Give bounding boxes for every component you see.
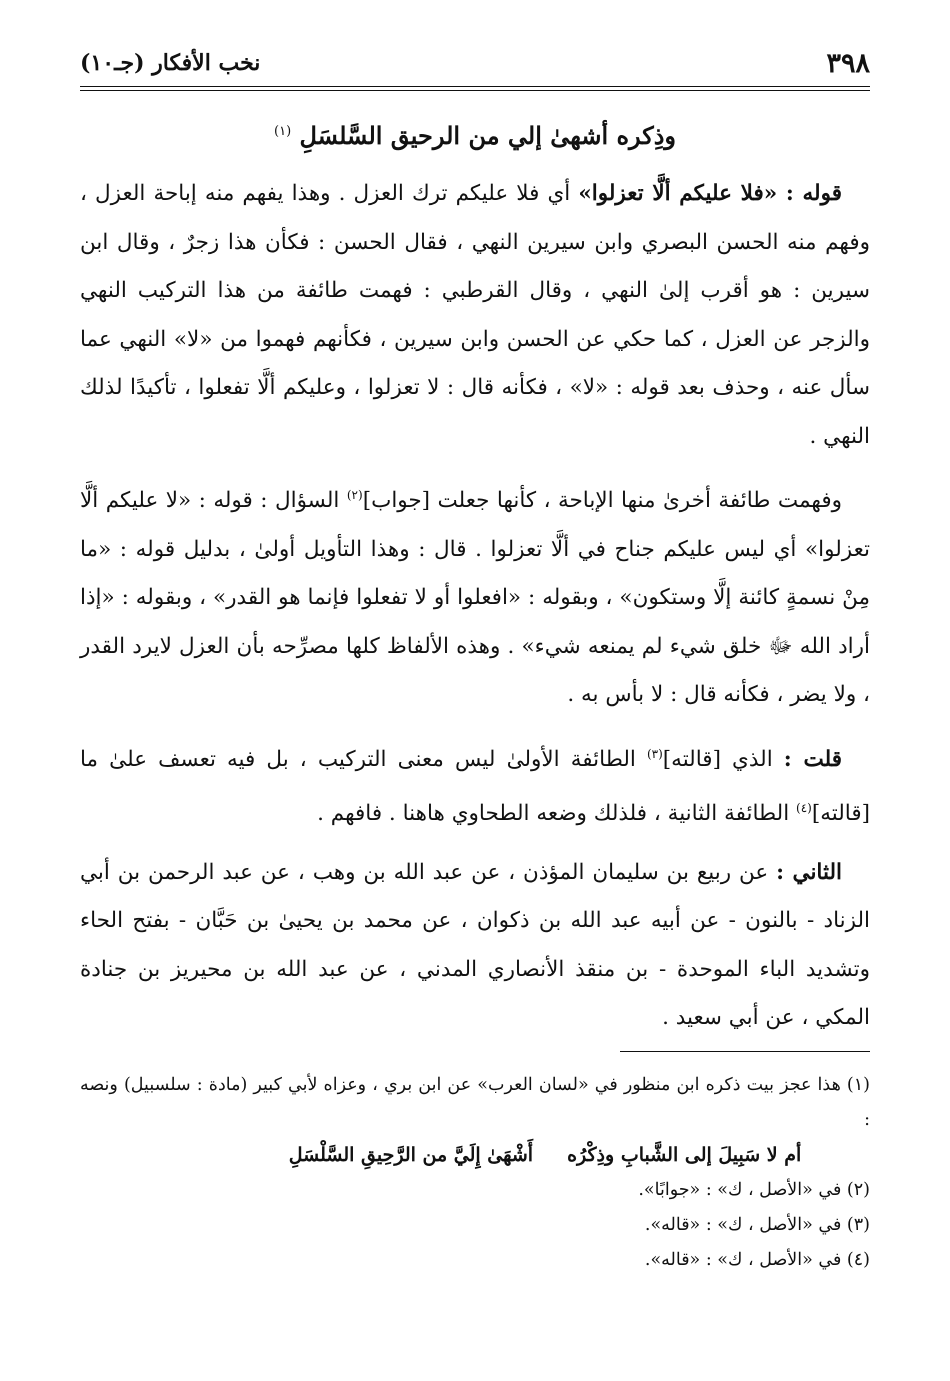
paragraph-4 (80, 849, 870, 1043)
paragraph-4-text: عن ربيع بن سليمان المؤذن ، عن عبد الله بن وهب ، عن عبد الرحمن بن أبي الزناد - بالنون - عن أبيه عبد الله بن ذكوان ، عن محمد بن يحيىٰ بن حَبَّان - بفتح الحاء وتشديد الباء الموحدة - بن منقذ الأنصاري المدني ، عن عبد الله بن محيريز بن جنادة المكي ، عن أبي سعيد . (80, 859, 870, 1031)
verse-first-half: أم لا سَبِيلَ إلى الشَّبابِ وذِكْرُه (567, 1144, 802, 1166)
paragraph-2-part-2: السؤال : قوله : «لا عليكم ألَّا تعزلوا» أي ليس عليكم جناح في ألَّا تعزلوا . قال : وهذا التأويل أولىٰ ، بدليل قوله : «ما مِنْ نسمةٍ كائنة إلَّا وستكون» ، وبقوله : «افعلوا أو لا تفعلوا فإنما هو القدر» ، وبقوله : «إذا أراد الله ﷻ خلق شيء لم يمنعه شيء» . وهذه الألفاظ كلها مصرِّحه بأن العزل لايرد القدر ، ولا يضر ، فكأنه قال : لا بأس به . (80, 488, 870, 708)
paragraph-2 (80, 471, 870, 720)
footnote-ref-1: (١) (274, 124, 292, 139)
header-rule (80, 86, 870, 91)
running-title: نخب الأفكار (جـ١٠) (80, 50, 261, 76)
footnote-rule (620, 1051, 870, 1052)
verse-second-half: أَشْهَىٰ إِلَيَّ من الرَّحِيقِ السَّلْسَلِ (288, 1144, 534, 1166)
body-text (80, 170, 870, 1053)
footnote-ref-3: (٣) (646, 746, 663, 761)
page-header (80, 42, 870, 84)
paragraph-1-lead: قوله : «فلا عليكم ألَّا تعزلوا» (578, 181, 842, 206)
paragraph-3 (80, 730, 870, 839)
paragraph-3-lead: قلت : (783, 746, 842, 772)
footnote-1: (١) هذا عجز بيت ذكره ابن منظور في «لسان العرب» عن ابن بري ، وعزاه لأبي كبير (مادة : سلسبيل) ونصه : (80, 1075, 870, 1130)
page-number: ٣٩٨ (826, 47, 870, 79)
footnote-3: (٣) في «الأصل ، ك» : «قاله». (644, 1215, 870, 1235)
verse-heading-text: وذِكره أشهىٰ إلي من الرحيق السَّلسَلِ (299, 121, 676, 150)
footnote-ref-4: (٤) (796, 801, 812, 816)
paragraph-3-part-1: الذي [قالته] (662, 746, 784, 772)
paragraph-1-text: أي فلا عليكم ترك العزل . وهذا يفهم منه إباحة العزل ، وفهم منه الحسن البصري وابن سيرين النهي ، فقال الحسن : فكأن هذا زجرٌ ، وقال ابن سيرين : هو أقرب إلىٰ النهي ، وقال القرطبي : فهمت طائفة من هذا التركيب النهي والزجر عن العزل ، كما حكي عن الحسن وابن سيرين ، فكأنهم فهموا من «لا» النهي عما سأل عنه ، وحذف بعد قوله : «لا» ، فكأنه قال : لا تعزلوا ، وعليكم ألَّا تفعلوا ، تأكيدًا لذلك النهي . (80, 181, 870, 449)
paragraph-4-lead: الثاني : (776, 859, 842, 885)
paragraph-3-part-3: الطائفة الثانية ، فلذلك وضعه الطحاوي هاهنا . فافهم . (317, 801, 796, 827)
paragraph-3-part-2: الطائفة الأولىٰ ليس معنى التركيب ، بل فيه تعسف علىٰ ما [قالته] (80, 746, 870, 827)
footnote-2: (٢) في «الأصل ، ك» : «جوابًا». (638, 1180, 870, 1200)
paragraph-1 (80, 170, 870, 461)
footnote-4: (٤) في «الأصل ، ك» : «قاله». (644, 1250, 870, 1270)
footnotes (80, 1068, 870, 1278)
paragraph-2-part-1: وفهمت طائفة أخرىٰ منها الإباحة ، كأنها جعلت [جواب] (362, 488, 842, 514)
footnote-ref-2: (٢) (346, 488, 363, 502)
verse-heading (80, 112, 870, 156)
footnote-1-verse (80, 1138, 870, 1173)
